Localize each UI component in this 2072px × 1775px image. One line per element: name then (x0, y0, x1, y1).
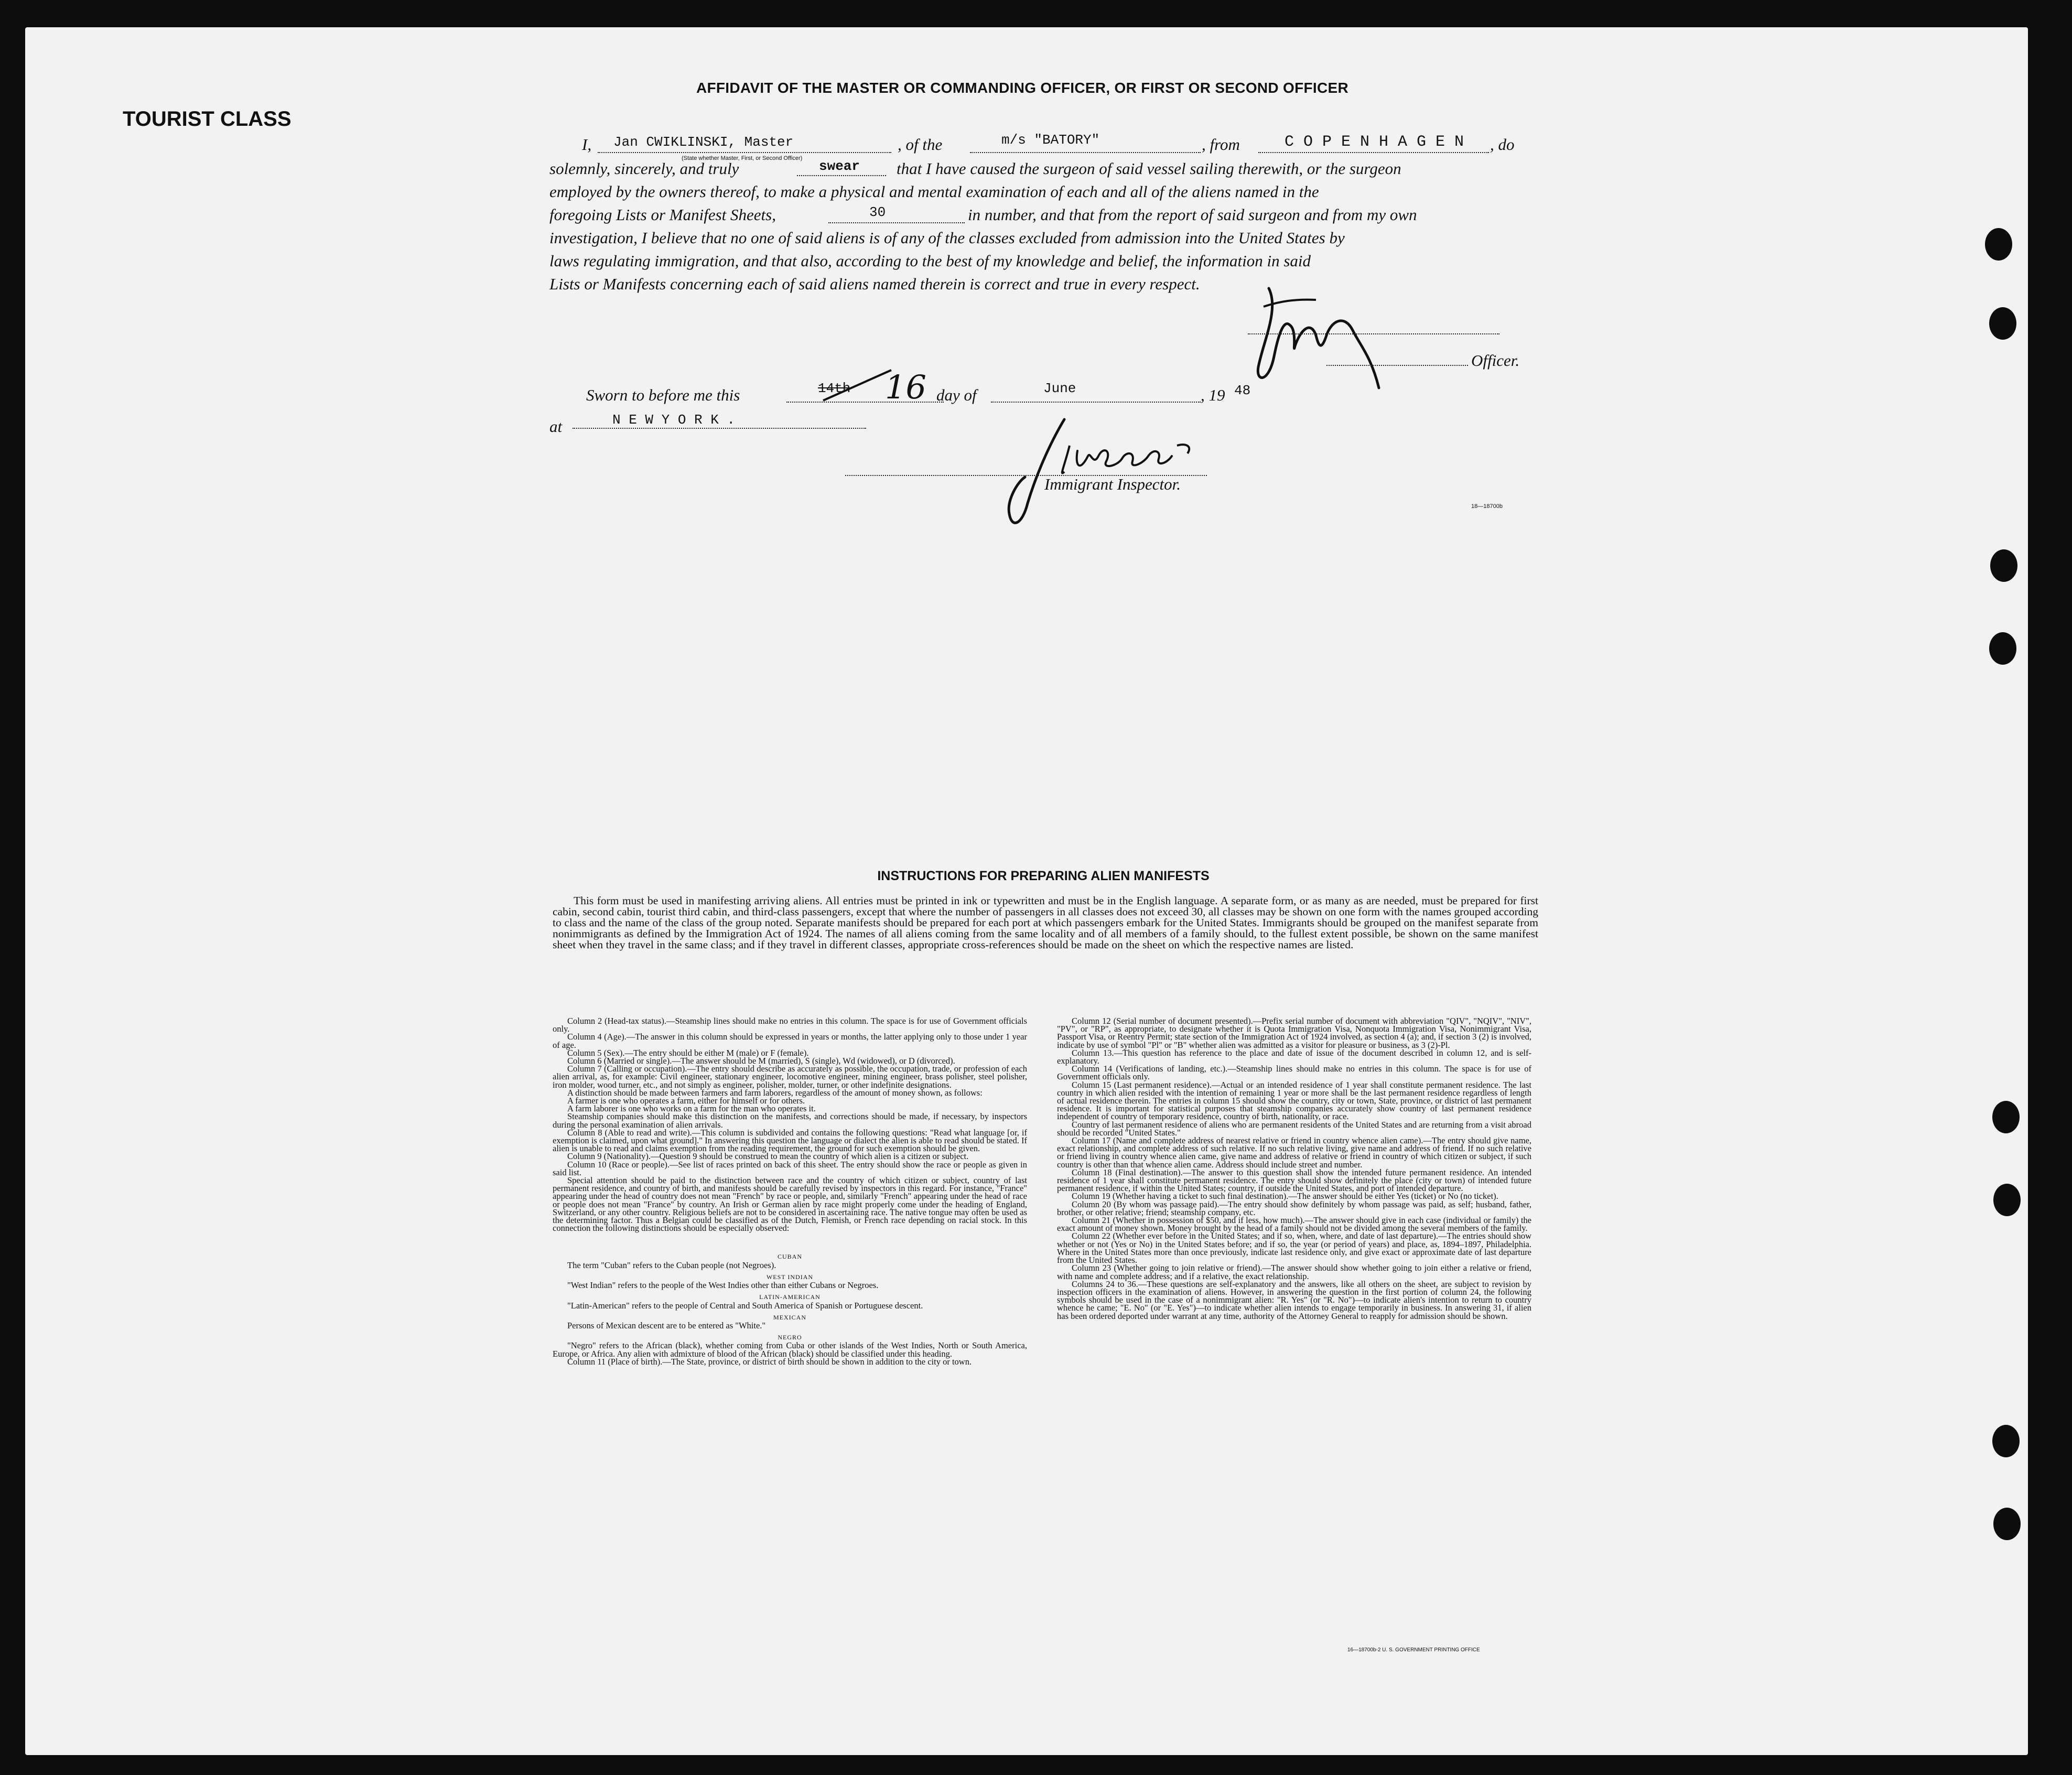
i-label: I, (582, 135, 592, 154)
class-label: TOURIST CLASS (123, 107, 292, 131)
sworn-day-underline (786, 402, 944, 403)
sworn-city: N E W Y O R K . (612, 412, 736, 428)
vessel-underline (970, 152, 1201, 153)
instruction-paragraph: Column 21 (Whether in possession of $50, and if less, how much).—The answer should give in each case (individual or family) the exact amount of money shown. Money brought by the head of a family should not be divided among the several members of the family. (1057, 1215, 1531, 1233)
do-label: , do (1490, 135, 1515, 154)
year-prefix: , 19 (1201, 386, 1225, 404)
instruction-paragraph: Persons of Mexican descent are to be entered as "White." (567, 1320, 766, 1330)
sworn-label: Sworn to before me this (586, 386, 740, 404)
instruction-paragraph: Column 9 (Nationality).—Question 9 should be construed to mean the country of which alien is a citizen or subject. (567, 1151, 969, 1162)
from-label: , from (1202, 135, 1240, 154)
instruction-paragraph: Column 22 (Whether ever before in the United States; and if so, when, where, and date of last departure).—The entries should show whether or not (Yes or No) in the United States before; and if so, the year (or period of years) and place, as, 1894–1897, Philadelphia. Where in the United States more than once previously, indicate last residence only, and give exact or approximate date of last departure from the United States. (1057, 1231, 1531, 1265)
instruction-paragraph: "West Indian" refers to the people of the West Indies other than either Cubans or Negroes. (567, 1280, 879, 1291)
instruction-paragraph: Column 4 (Age).—The answer in this column should be expressed in years or months, the latter applying only to those under 1 year of age. (553, 1032, 1027, 1050)
instruction-paragraph: Column 6 (Married or single).—The answer should be M (married), S (single), Wd (widowed), or D (divorced). (567, 1056, 955, 1066)
sworn-month: June (1043, 381, 1076, 396)
race-heading: MEXICAN (773, 1313, 806, 1321)
instruction-paragraph: Column 13.—This question has reference to the place and date of issue of the document described in column 12, and is self-explanatory. (1057, 1047, 1531, 1066)
instruction-paragraph: Column 15 (Last permanent residence).—Actual or an intended residence of 1 year shall constitute permanent residence. The last country in which alien resided with the intention of remaining 1 year or more shall be the last permanent residence regardless of length of actual residence therein. The entries in column 15 should show the country, city or town, State, province, or district of last permanent residence. It is important for statistical purposes that steamship companies accurately show country of last permanent residence independent of country of temporary residence, country of birth, nationality, or race. (1057, 1079, 1531, 1122)
instruction-paragraph: Steamship companies should make this distinction on the manifests, and corrections should be made, if necessary, by inspectors during the personal examination of alien arrivals. (553, 1111, 1027, 1130)
instruction-paragraph: A farmer is one who operates a farm, either for himself or for others. (567, 1096, 805, 1106)
instruction-paragraph: Column 17 (Name and complete address of nearest relative or friend in country whence alien came).—The entry should give name, exact relationship, and complete address of such relative. If no such relative living, give name and address of friend. If no such relative or friend living in country whence alien came, give name and address of relative or friend in country of which citizen or subject, if such country is other than that whence alien came. Address should include street and number. (1057, 1135, 1531, 1170)
instructions-left-column (553, 1017, 1027, 1366)
name-underline (598, 152, 891, 153)
officer-signature (1248, 278, 1405, 393)
affidavit-title: AFFIDAVIT OF THE MASTER OR COMMANDING OFFICER, OR FIRST OR SECOND OFFICER (696, 80, 1348, 96)
affidavit-line-4b: in number, and that from the report of said surgeon and from my own (968, 205, 1417, 224)
instructions-intro: This form must be used in manifesting arriving aliens. All entries must be printed in ink or typewritten and must be in the English language. A separate form, or as many as are needed, must be prepared for first cabin, second cabin, tourist third cabin, and third-class passengers, except that where the number of passengers in all classes does not exceed 30, all classes may be shown on one form with the names grouped according to class and the name of the class of the group noted. Separate manifests should be prepared for each port at which passengers embark for the United States. Immigrants should be grouped on the manifest separate from nonimmigrants as defined by the Immigration Act of 1924. The names of all aliens coming from the same locality and of all members of a family should, to the fullest extent possible, be shown on the same manifest sheet when they travel in the same class; and if they travel in different classes, appropriate cross-references should be made on the sheet on which the respective names are listed. (553, 894, 1538, 951)
printing-office-code: 16—18700b-2 U. S. GOVERNMENT PRINTING OFFICE (1347, 1647, 1480, 1653)
officer-label: Officer. (1471, 351, 1520, 370)
binder-hole (1985, 228, 2012, 261)
sworn-day-handwritten: 16 (885, 368, 926, 406)
affidavit-line-6: laws regulating immigration, and that also, according to the best of my knowledge and belief, the information in said (549, 252, 1311, 270)
instruction-paragraph: Column 14 (Verifications of landing, etc.).—Steamship lines should make no entries in this column. The space is for use of Government officials only. (1057, 1064, 1531, 1082)
month-underline (991, 402, 1201, 403)
race-heading: WEST INDIAN (766, 1273, 814, 1281)
inspector-label: Immigrant Inspector. (1044, 475, 1181, 493)
inspector-signature (986, 414, 1206, 535)
day-correction-stroke (818, 367, 897, 404)
affidavit-line-5: investigation, I believe that no one of said aliens is of any of the classes excluded from admission into the United States by (549, 229, 1345, 247)
name-note: (State whether Master, First, or Second Officer) (682, 155, 803, 161)
at-label: at (549, 417, 563, 436)
instruction-paragraph: Column 12 (Serial number of document presented).—Prefix serial number of document with abbreviation "QIV", "NQIV", "NIV", "PV", or "RP", as appropriate, to designate whether it is Quota Immigration Visa, Nonquota Immigration Visa, Nonimmigrant Visa, Passport Visa, or Reentry Permit; state section of the Immigration Act of 1924 involved, as section 4 (a); and, if section 3 (2) is involved, indicate by use of symbol "Pl" or "B" whether alien was admitted as a visitor for pleasure or business, as 3 (2)-Pl. (1057, 1016, 1531, 1050)
binder-hole (1992, 1425, 2020, 1457)
vessel-name: m/s "BATORY" (1001, 132, 1100, 148)
instruction-paragraph: Column 23 (Whether going to join relative or friend).—The answer should show whether going to join either a relative or friend, with name and complete address; and if a relative, the exact relationship. (1057, 1263, 1531, 1281)
of-the-label: , of the (898, 135, 943, 154)
binder-hole (1992, 1101, 2020, 1133)
sworn-year: 48 (1234, 383, 1251, 398)
instruction-paragraph: Column 8 (Able to read and write).—This column is subdivided and contains the following questions: "Read what language [or, if exemption is claimed, upon what ground]." In answering this question the language or dialect the alien is able to read should be stated. If alien is unable to read and claims exemption from the reading requirement, the ground for such exemption should be given. (553, 1127, 1027, 1154)
affidavit-line-2a: solemnly, sincerely, and truly (549, 159, 739, 178)
binder-hole (1993, 1508, 2021, 1540)
instruction-paragraph: A farm laborer is one who works on a farm for the man who operates it. (567, 1103, 816, 1114)
sheet-count: 30 (869, 204, 886, 220)
binder-hole (1989, 307, 2016, 340)
instruction-paragraph: Column 11 (Place of birth).—The State, province, or district of birth should be shown in addition to the city or town. (567, 1356, 972, 1367)
day-of-label: day of (936, 386, 977, 404)
count-underline (828, 222, 965, 223)
city-underline (573, 428, 866, 429)
instruction-paragraph: Column 20 (By whom was passage paid).—The entry should show definitely by whom passage was paid, as self; husband, father, brother, or other relative; friend; steamship company, etc. (1057, 1199, 1531, 1217)
instruction-paragraph: Special attention should be paid to the distinction between race and the country of which citizen or subject, country of last permanent residence, and country of birth, and manifests should be carefully revised by inspectors in this regard. For instance, "France" appearing under the head of country does not mean "French" by race or people, and, similarly "French" appearing under the head of race or people does not mean "France" by country. An Irish or German alien by race might properly come under the heading of England, Switzerland, or any other country. Religious beliefs are not to be considered in ascertaining race. The native tongue may often be used as the determining factor. Thus a Belgian could be classified as of the Dutch, Flemish, or French race depending on racial stock. In this connection the following distinctions should be especially observed: (553, 1175, 1027, 1233)
instructions-title: INSTRUCTIONS FOR PREPARING ALIEN MANIFESTS (877, 869, 1210, 883)
instruction-paragraph: Columns 24 to 36.—These questions are self-explanatory and the answers, like all others on the sheet, are subject to revision by inspection officers in the examination of aliens. However, in answering the question in the first portion of column 24, the following symbols should be used in the case of a nonimmigrant alien: "R. Yes" (or "R. No")—to indicate alien's intention to return to country whence he came; "E. No" (or "E. Yes")—to indicate whether alien intends to engage temporarily in business. In answering 31, if alien has been ordered deported under warrant at any time, authority of the Attorney General to reapply for admission should be shown. (1057, 1279, 1531, 1321)
instruction-paragraph: A distinction should be made between farmers and farm laborers, regardless of the amount of money shown, as follows: (567, 1087, 983, 1098)
instruction-paragraph: Column 2 (Head-tax status).—Steamship lines should make no entries in this column. The space is for use of Government officials only. (553, 1016, 1027, 1034)
signature-line-lower (1326, 365, 1468, 366)
instruction-paragraph: Column 18 (Final destination).—The answer to this question shall show the intended future permanent residence. An intended residence of 1 year shall constitute permanent residence. The entry should show definitely the place (city or town) of intended future permanent residence, if within the United States; country, if outside the United States, and port of intended departure. (1057, 1167, 1531, 1194)
race-heading: LATIN-AMERICAN (759, 1293, 821, 1301)
signature-line-upper (1248, 333, 1499, 334)
instruction-paragraph: Column 10 (Race or people).—See list of races printed on back of this sheet. The entry should show the race or people as given in said list. (553, 1159, 1027, 1177)
affidavit-line-3: employed by the owners thereof, to make a physical and mental examination of each and all of the aliens named in the (549, 182, 1319, 201)
sworn-day-typed: 14th (818, 381, 851, 396)
oath-underline (797, 175, 886, 176)
affidavit-line-2b: that I have caused the surgeon of said vessel sailing therewith, or the surgeon (897, 159, 1401, 178)
race-heading: CUBAN (777, 1253, 802, 1261)
instruction-paragraph: "Latin-American" refers to the people of Central and South America of Spanish or Portuguese descent. (567, 1300, 923, 1311)
instruction-paragraph: The term "Cuban" refers to the Cuban people (not Negroes). (567, 1260, 776, 1270)
instruction-paragraph: Column 19 (Whether having a ticket to such final destination).—The answer should be either Yes (ticket) or No (no ticket). (1072, 1191, 1498, 1202)
race-heading: NEGRO (778, 1334, 802, 1341)
departure-port: C O P E N H A G E N (1285, 133, 1464, 151)
port-underline (1258, 152, 1489, 153)
instruction-paragraph: Country of last permanent residence of aliens who are permanent residents of the United States and are returning from a visit abroad should be recorded "United States." (1057, 1119, 1531, 1138)
instruction-paragraph: "Negro" refers to the African (black), whether coming from Cuba or other islands of the West Indies, North or South America, Europe, or Africa. Any alien with admixture of blood of the African (black) should be classified under this heading. (553, 1340, 1027, 1359)
instruction-paragraph: Column 5 (Sex).—The entry should be either M (male) or F (female). (567, 1047, 809, 1058)
instructions-right-column (1057, 1017, 1531, 1320)
binder-hole (1989, 632, 2016, 665)
affidavit-line-7: Lists or Manifests concerning each of said aliens named therein is correct and true in every respect. (549, 275, 1200, 293)
affidavit-form-code: 18—18700b (1471, 503, 1503, 510)
binder-hole (1990, 549, 2017, 582)
instruction-paragraph: Column 7 (Calling or occupation).—The entry should describe as accurately as possible, the occupation, trade, or profession of each alien arrival, as, for example: Civil engineer, stationary engineer, locomotive engineer, mining engineer, brass polisher, steel polisher, iron molder, wood turner, etc., and not simply as engineer, polisher, molder, turner, or other indefinite designations. (553, 1064, 1027, 1090)
binder-hole (1993, 1184, 2021, 1216)
oath-word: swear (819, 158, 860, 174)
officer-name: Jan CWIKLINSKI, Master (613, 134, 794, 150)
affidavit-line-4a: foregoing Lists or Manifest Sheets, (549, 205, 776, 224)
